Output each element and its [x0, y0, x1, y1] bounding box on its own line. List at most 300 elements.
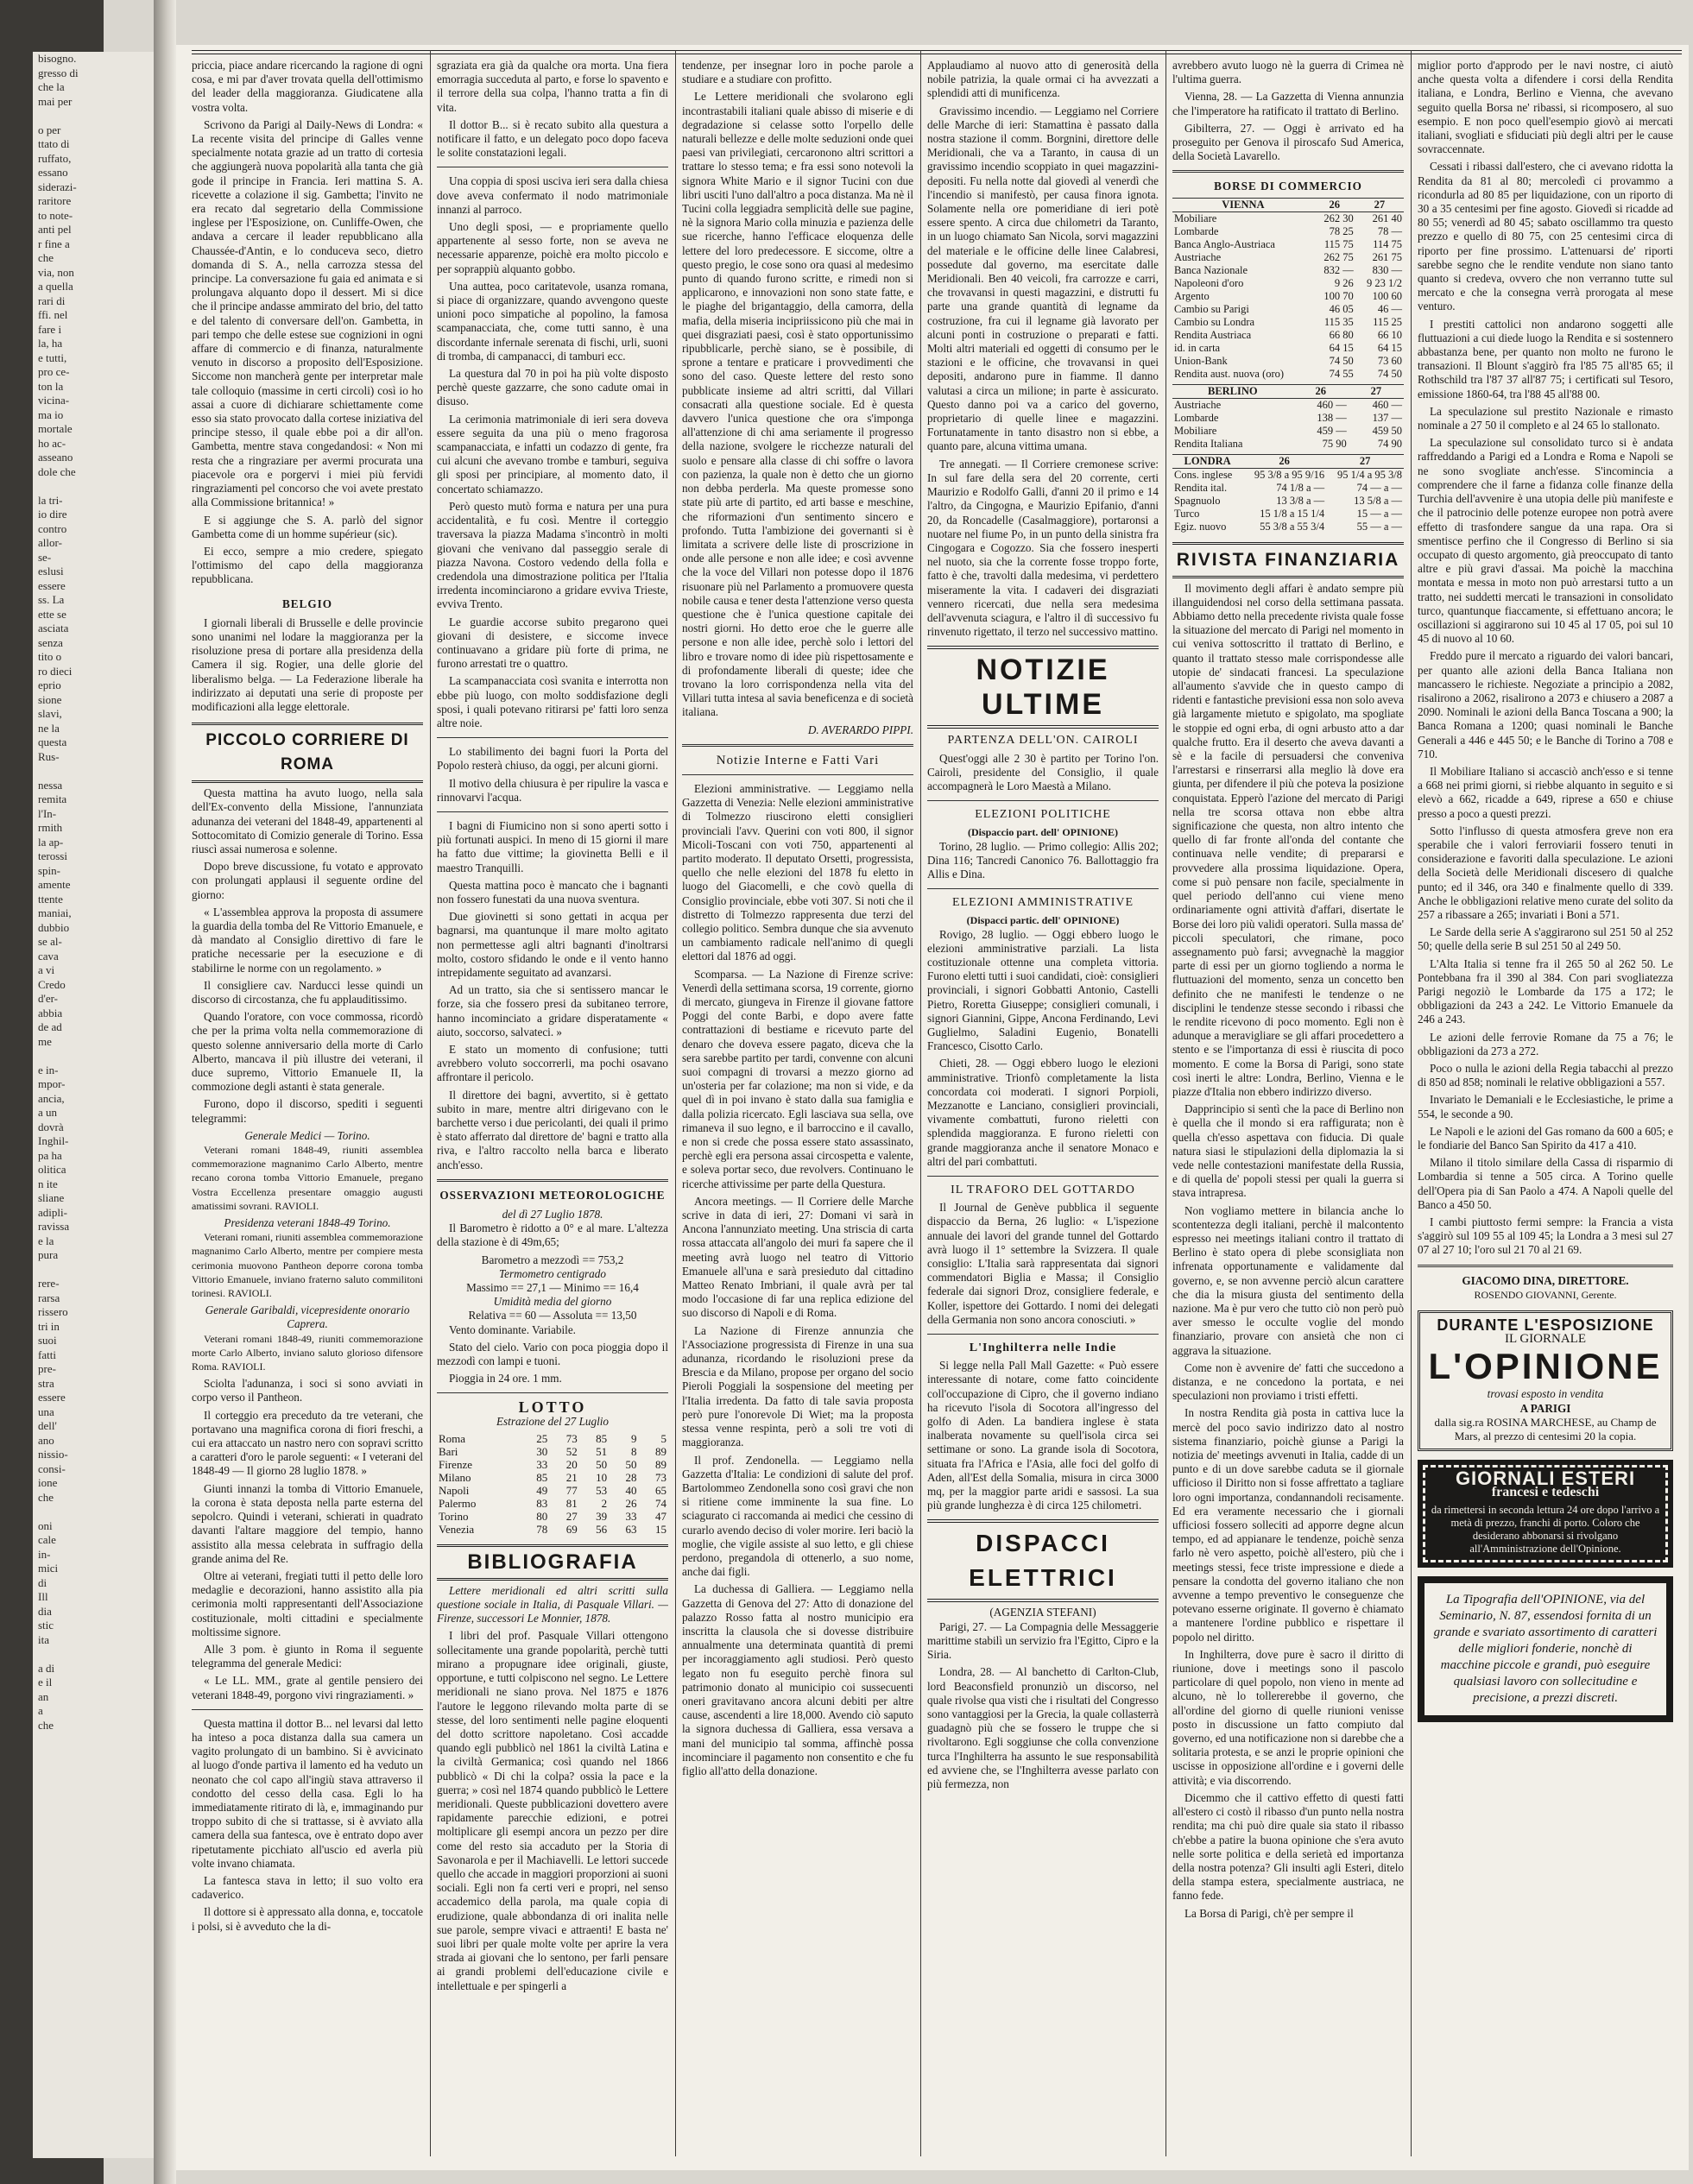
stock-row [1172, 303, 1404, 316]
previous-page-text: rari di [38, 294, 66, 307]
previous-page-text: fare i [38, 322, 62, 336]
stock-value: 74 50 [1377, 367, 1402, 380]
previous-page-text: suoi [38, 1334, 57, 1347]
paragraph: Una auttea, poco caritatevole, usanza romana, si piace di organizzare, quando avvengono queste unioni poco simpatiche al popolino, la famosa scampanacciata, che, come tutti sanno, è una discordante infernale serenata di fischi, urli, suoni di tromba, di campanacci, di tamburi ecc. [437, 279, 668, 363]
paragraph: Dapprincipio si sentì che la pace di Berlino non è quella che il mondo si era raffigurata; non è quella ch'esso aspettava con fiducia. Di quale natura siasi le stipulazioni della diplomazia la si vede nelle contestazioni manifestate della Russia, e di quella de' popoli stessi per quali la guerra si stava intrapresa. [1172, 1102, 1404, 1200]
stock-value: 73 60 [1377, 354, 1402, 367]
paragraph: Il Journal de Genève pubblica il seguente dispaccio da Berna, 26 luglio: « L'ispezione annuale dei lavori del grande tunnel del Gottardo avrà luogo il 1° settembre la Svizzera. Il quale consiglio: L'Italia sarà rappresentata dai signori commendatori Biglia e Massa; il Consiglio federale dai signori Droz, consigliere federale, e Koller, ispettore dei Gottardo. I nomi dei delegati della Germania non sono ancora conosciuti. » [927, 1201, 1159, 1326]
previous-page-text: ravissa [38, 1220, 70, 1233]
lotto-number: 74 [655, 1496, 666, 1510]
lotto-number: 73 [655, 1470, 666, 1484]
lotto-number: 10 [596, 1470, 608, 1484]
stock-value: 46 05 [1329, 302, 1354, 315]
stock-row [1172, 412, 1404, 425]
previous-page-text: che [38, 1490, 54, 1504]
stock-row [1172, 277, 1404, 290]
stock-value: 115 25 [1373, 315, 1402, 328]
lotto-number: 39 [596, 1509, 608, 1523]
page-gutter [154, 0, 176, 2184]
paragraph: Il dottor B... si è recato subito alla questura a notificare il fatto, e un delegato poco dopo faceva le solite constatazioni legali. [437, 117, 668, 160]
previous-page-text: questa [38, 735, 67, 748]
dispatch-source: (Dispaccio part. dell' OPINIONE) [968, 826, 1118, 839]
paragraph: Questa mattina il dottor B... nel levarsi dal letto ha inteso a poca distanza dalla sua camera un vagito prolungato di un bambino. Si è avvicinato al luogo d'onde partiva il lamento ed ha veduto un neonato che col capo all'ingiù stava attraverso il condotto del cesso della casa. Egli lo ha immediatamente ritirato di là, e, immaginando pur troppo subito di che si trattasse, si è avviato alla camera della sua fantesca, ove è entrato dopo aver ripetutamente picchiato all'uscio ed averla più volte invano chiamata. [192, 1716, 423, 1870]
lotto-number: 53 [596, 1483, 608, 1497]
lotto-heading: LOTTO [518, 1398, 587, 1417]
section-heading: BIBLIOGRAFIA [437, 1544, 668, 1581]
paragraph: priccia, piace andare ricercando la ragione di ogni cosa, e mi par d'aver trovata quella dell'ottimismo del leader della maggioranza. Giudicatene alla vostra volta. [192, 59, 423, 114]
stock-value: 459 50 [1372, 424, 1402, 437]
previous-page-text: d'er- [38, 992, 59, 1005]
previous-page-text: via, non [38, 265, 74, 279]
previous-page-text: raritore [38, 194, 72, 207]
lotto-number: 56 [596, 1522, 608, 1536]
previous-page-text: di [38, 1575, 47, 1589]
paragraph: Milano il titolo similare della Cassa di risparmio di Lombardia si tenne a 505 circa. A Torino quelle dell'Opera pia di San Paolo a 474. A Napoli quelle del Banco a 450 50. [1418, 1156, 1673, 1211]
paragraph: « L'assemblea approva la proposta di assumere la guardia della tomba del Re Vittorio Emanuele, e dà mandato al Consiglio direttivo di fare le pratiche necessarie per la esecuzione e di stabilirne le norme con un regolamento. » [192, 905, 423, 975]
previous-page-text: r fine a [38, 237, 70, 250]
lotto-number: 21 [565, 1470, 578, 1484]
previous-page-text: stic [38, 1619, 54, 1632]
column-5 [1172, 59, 1404, 2165]
paragraph: Sciolta l'adunanza, i soci si sono avviati in corpo verso il Pantheon. [192, 1377, 423, 1404]
previous-page-text: slavi, [38, 707, 62, 720]
paragraph: Oltre ai veterani, fregiati tutti il petto delle loro medaglie e decorazioni, hanno assistito alla pia cerimonia molti rappresentanti dell'Associazione costituzionale, molti cittadini e specialmente moltissime signore. [192, 1569, 423, 1638]
paragraph: Chieti, 28. — Oggi ebbero luogo le elezioni amministrative. Trionfò completamente la lista concordata coi moderati. I signori Porpioli, Mezzanotte e Lanciano, consiglieri provinciali, vivamente combattuti, furono rieletti con splendida maggioranza. E furono rieletti con grande maggioranza anche il senatore Monaco e altri del pari combattuti. [927, 1057, 1159, 1168]
stock-header-cell: 27 [1355, 198, 1404, 211]
lotto-city: Napoli [439, 1483, 470, 1497]
previous-page-text: a un [38, 1106, 58, 1119]
lotto-number: 47 [655, 1509, 666, 1523]
lotto-row [437, 1445, 668, 1458]
previous-page-text: pre- [38, 1362, 56, 1375]
stock-table-header [1172, 198, 1404, 211]
previous-page-text [38, 1647, 154, 1662]
previous-page-text [38, 1505, 154, 1519]
previous-page-text: che la [38, 80, 65, 93]
weather-line: Umidità media del giorno [493, 1295, 612, 1309]
paragraph: Lo stabilimento dei bagni fuori la Porta del Popolo resterà chiuso, da oggi, per alcuni giorni. [437, 745, 668, 773]
stock-value: 15 1/8 a 15 1/4 [1260, 507, 1325, 520]
ad-line: trovasi esposto in vendita [1487, 1387, 1604, 1401]
lotto-number: 20 [565, 1457, 578, 1471]
previous-page-text: rere- [38, 1277, 60, 1290]
divider [437, 1392, 668, 1393]
previous-page-text: ano [38, 1433, 54, 1447]
previous-page-text: dole che [38, 464, 76, 478]
stock-value: 95 1/4 a 95 3/8 [1337, 468, 1402, 481]
previous-page-text: dia [38, 1604, 52, 1618]
stock-row [1172, 482, 1404, 495]
dispatch-source: (Dispacci partic. dell' OPINIONE) [966, 914, 1120, 927]
paragraph: Quest'oggi alle 2 30 è partito per Torino l'on. Cairoli, presidente del Consiglio, il quale accompagnerà le Loro Maestà a Milano. [927, 751, 1159, 792]
previous-page-text: rmith [38, 821, 63, 834]
paragraph: Le Sarde della serie A s'aggirarono sul 251 50 al 252 50; quelle della serie B sul 251 50 al 249 50. [1418, 925, 1673, 953]
previous-page-text: pura [38, 1248, 59, 1261]
previous-page-text: e tutti, [38, 350, 67, 364]
stock-header-cell: 26 [1314, 198, 1355, 211]
paragraph: Alle 3 pom. è giunto in Roma il seguente telegramma del generale Medici: [192, 1642, 423, 1670]
previous-page-text: maniai, [38, 906, 72, 919]
lotto-number: 25 [536, 1431, 548, 1445]
previous-page-text: spin- [38, 863, 60, 877]
paragraph: Le Napoli e le azioni del Gas romano da 600 a 605; e le fondiarie del Banco San Spirito da 417 a 410. [1418, 1124, 1673, 1152]
previous-page-text: consi- [38, 1461, 66, 1475]
stock-value: 46 — [1377, 302, 1402, 315]
stock-value: 74 50 [1329, 354, 1354, 367]
paragraph: Non vogliamo mettere in bilancia anche lo scontentezza degli italiani, perchè il malcontento espresso nei meetings italiani contro il trattato di Berlino è stato opera di plebe sconsigliata non infrenata opportunamente e validamente dal governo, e, se non avvenne perciò alcun carattere che dia la misura giusta del sentimento della nazione. Ma è pur vero che tutto ciò non però può aver smesso le occulte voglie del mondo finanziario, provare con ansietà che non ci aggrava la situazione. [1172, 1203, 1404, 1357]
paragraph: Due giovinetti si sono gettati in acqua per bagnarsi, ma quantunque il mare molto agitato non permettesse agli altri bagnanti d'inoltrarsi molto, costoro sfidando le onde e il vento hanno intrepidamente seguitato ad avanzarsi. [437, 910, 668, 979]
previous-page-text: me [38, 1034, 52, 1048]
section-heading: DISPACCI ELETTRICI [927, 1519, 1159, 1602]
lotto-number: 40 [625, 1483, 637, 1497]
previous-page-text: olitica [38, 1163, 66, 1176]
lotto-number: 52 [565, 1444, 578, 1458]
previous-page-text: a vi [38, 963, 55, 976]
column-2 [437, 59, 668, 2165]
paragraph: La questura dal 70 in poi ha più volte disposto perchè queste gazzarre, che sono cadute omai in disuso. [437, 367, 668, 408]
previous-page-text: cale [38, 1533, 56, 1546]
previous-page-text: e il [38, 1676, 53, 1688]
paragraph: Si legge nella Pall Mall Gazette: « Può essere interessante di notare, come fatto coincidente coll'occupazione di Cipro, che il governo indiano ha ricevuto l'isola di Socotora all'ingresso del golfo di Aden. La bandiera inglese è stata inalberata novamente su quell'isola circa sei settimane or sono. La grande isola di Socotora, situata fra l'Africa e l'Asia, alle foci del golfo di Aden, all'Est della Somalia, misura in circa 3000 mq, per la maggior parte aridi e sassosi. La sua più grande lunghezza è di circa 125 chilometri. [927, 1359, 1159, 1512]
previous-page-text: asciata [38, 622, 69, 634]
previous-page-text: mici [38, 1562, 59, 1575]
previous-page-text [38, 764, 154, 779]
divider [927, 888, 1159, 889]
previous-page-text: siderazi- [38, 180, 77, 193]
paragraph: Freddo pure il mercato a riguardo dei valori bancari, per quanto alle azioni della Banca Italiana non mancassero le richieste. Negoziate a principio a 2082, risalirono a 2062, risalirono a 2073 e chiusero a 2087 a 2090. Nominali le azioni della Banca Toscana a 900; la Banca Romana a 1200; quasi nominali le Banche Generali a 446 e 445 50; e le Banche di Torino a 708 e 710. [1418, 649, 1673, 761]
stock-row [1172, 355, 1404, 368]
previous-page-text: ho ac- [38, 436, 66, 450]
news-item: Gravissimo incendio. — Leggiamo nel Corriere delle Marche di ieri: Stamattina è passato dalla nostra stazione il comm. Borgnini, direttore delle Meridionali, che va a Taranto, in causa di un gravissimo incendio scoppiato in quei magazzini-depositi. Fu nella notte dal giovedì al venerdì che l'incendio si manifestò, per causa finora ignota. Solamente nella ore pomeridiane di ieri potè essere spento. A circa due chilometri da Taranto, in un luogo chiamato San Nicola, sorvi magazzini del materiale e le officine delle linee Calabresi, possedute dal governo, ma esercitate dalle Meridionali. Ben 40 veicoli, fra carrozze e carri, che trovavansi in questi magazzini, e distrutti fu parte una grande quantità di legname da costruzione, fra cui il legname già lavorato per alcuni ponti in costruzione o preparati e fatti. Molti altri materiali ed oggetti di consumo per le stazioni e le officine, che trovavansi in quei depositi, andarono pure in fiamme. Il danno valutasi a circa un milione; in parte è assicurato. Questo danno poi va a carico del governo, proprietario di quelle linee e magazzini. Fortunatamente in tanto disastro non si ebbe, a quanto pare, alcuna vittima umana. [927, 104, 1159, 453]
lotto-number: 81 [565, 1496, 578, 1510]
ad-line: da rimettersi in seconda lettura 24 ore dopo l'arrivo a metà di prezzo, franchi di porto. Coloro che desiderano abbonarsi si rivolgano all'Amministrazione dell'Opinione. [1431, 1503, 1660, 1555]
column-4 [927, 59, 1159, 2165]
divider [682, 774, 913, 775]
lotto-city: Bari [439, 1444, 458, 1458]
previous-page-text: de ad [38, 1020, 62, 1033]
paragraph: tendenze, per insegnar loro in poche parole a studiare e a studiare con profitto. [682, 59, 913, 86]
divider [437, 1179, 668, 1182]
telegram-recipient: Generale Garibaldi, vicepresidente onorario Caprera. [205, 1303, 410, 1331]
previous-page-text: abbia [38, 1006, 63, 1019]
stock-row [1172, 521, 1404, 533]
stock-row [1172, 316, 1404, 329]
stock-row [1172, 438, 1404, 451]
stock-row [1172, 495, 1404, 508]
lotto-number: 5 [660, 1431, 666, 1445]
stock-row [1172, 468, 1404, 482]
ad-line: dalla sig.ra ROSINA MARCHESE, au Champ de Mars, al prezzo di centesimi 20 la copia. [1434, 1415, 1657, 1443]
divider [437, 811, 668, 812]
paragraph: Uno degli sposi, — e propriamente quello appartenente al sesso forte, non se aveva ne necessarie apparenze, poichè era molto piccolo e per soprappiù alquanto gobbo. [437, 220, 668, 275]
stock-row [1172, 368, 1404, 381]
stock-header-cell: 26 [1242, 454, 1326, 468]
paragraph: Il consigliere cav. Narducci lesse quindi un discorso di circostanza, che fu applauditissimo. [192, 978, 423, 1006]
divider [927, 800, 1159, 801]
weather-heading: OSSERVAZIONI METEOROLOGICHE [439, 1188, 666, 1202]
lotto-number: 69 [565, 1522, 578, 1536]
previous-page-text: amente [38, 878, 71, 891]
previous-page-text: rissero [38, 1305, 68, 1318]
stock-name: Cambio su Londra [1174, 315, 1255, 328]
stock-value: 100 70 [1323, 289, 1354, 302]
previous-page-text: se- [38, 550, 52, 564]
stock-value: 78 25 [1329, 224, 1354, 237]
lotto-number: 50 [596, 1457, 608, 1471]
stock-value: 13 3/8 a — [1276, 494, 1325, 507]
section-heading: RIVISTA FINANZIARIA [1172, 542, 1404, 578]
stock-value: 261 75 [1372, 250, 1402, 263]
stock-value: 9 23 1/2 [1367, 276, 1402, 289]
lotto-number: 77 [565, 1483, 578, 1497]
paragraph: La Borsa di Parigi, ch'è per sempre il [1184, 1906, 1354, 1920]
previous-page-text: fatti [38, 1348, 56, 1361]
stock-value: 64 15 [1329, 341, 1354, 354]
divider [1172, 170, 1404, 173]
paragraph: I cambi piuttosto fermi sempre: la Francia a vista s'aggirò sul 109 55 al 109 45; la Londra a 3 mesi sul 27 07 al 27 10; l'oro sul 21 70 al 21 69. [1418, 1215, 1673, 1257]
previous-page-text: ton la [38, 379, 64, 393]
previous-page-text: eslusi [38, 565, 64, 578]
previous-page-text: nissio- [38, 1448, 68, 1461]
paragraph: I prestiti cattolici non andarono soggetti alle fluttuazioni a cui diede luogo la Rendita e si sostennero abbastanza bene, per quanto non molto ne furono le transazioni. Il Blount s'aggirò fra l'85 75 all'85 65; il Rothschild tra l'87 37 all'87 75; i certificati sul Tesoro, emissione 1860-64, tra l'88 45 all'88 00. [1418, 317, 1673, 401]
ad-line: GIORNALI ESTERI [1455, 1468, 1636, 1490]
stock-table-header [1172, 454, 1404, 468]
lotto-number: 63 [625, 1522, 637, 1536]
stock-row [1172, 398, 1404, 412]
stock-name: Mobiliare [1174, 211, 1217, 224]
stock-value: 95 3/8 a 95 9/16 [1254, 468, 1325, 481]
stock-value: 13 5/8 a — [1354, 494, 1402, 507]
paragraph: Cessati i ribassi dall'estero, che ci avevano ridotta la Rendita da 81 al 80; mercoledì ci provammo a ricondurla ad 80 85 per liquidazione, con un riporto di 30 a 35 centesimi per fine agosto. Giovedì si ricadde ad 80 55; venerdì ad 80 45; sabato oscillammo tra questo prezzo e quello di 80 75, con 25 centesimi circa di riporto per fine prossimo. L'attenuarsi de' riporti sarebbe segno che le rendite vendute non siano tanto quanto si credeva, ovvero che non verranno tutte sul mercato e che la consegna verrà prorogata al mese venturo. [1418, 160, 1673, 313]
paragraph: Furono, dopo il discorso, spediti i seguenti telegrammi: [192, 1097, 423, 1125]
stock-value: 460 — [1372, 398, 1402, 411]
previous-page-text: ttato di [38, 137, 70, 150]
weather-line: Massimo == 27,1 — Minimo == 16,4 [466, 1281, 639, 1295]
stock-name: Austriache [1174, 398, 1222, 411]
lotto-table [437, 1432, 668, 1536]
previous-page-text: pa ha [38, 1148, 62, 1162]
lotto-number: 50 [625, 1457, 637, 1471]
stock-name: Rendita aust. nuova (oro) [1174, 367, 1285, 380]
stock-name: Rendita ital. [1174, 481, 1228, 494]
ad-line: A PARIGI [1519, 1401, 1571, 1415]
previous-page-text: eprio [38, 679, 61, 691]
stock-value: 459 — [1317, 424, 1347, 437]
stock-row [1172, 225, 1404, 238]
stock-value: 55 3/8 a 55 3/4 [1260, 520, 1325, 533]
column-rule [430, 50, 431, 2156]
telegram-text: Veterani romani 1848-49, riuniti assemblea commemorazione magnanimo Carlo Alberto, mentre recano corona tomba Vittorio Emanuele, pregano Vostra Eccellenza presentare omaggio augusti amatissimi sovrani. RAVIOLI. [192, 1144, 423, 1212]
subheading: ELEZIONI AMMINISTRATIVE [951, 896, 1134, 910]
previous-page-text: a [38, 1704, 43, 1717]
previous-page-text: ro dieci [38, 664, 73, 678]
paragraph: L'Alta Italia si tenne fra il 265 50 al 262 50. Le Pontebbana fra il 390 al 384. Con pari svogliatezza Parigi negoziò le Lombarde da 175 a 172; le obbligazioni da 243 a 242. Le Vittorio Emanuele da 246 a 243. [1418, 956, 1673, 1026]
paragraph: Ei ecco, sempre a mio credere, spiegato l'ottimismo del capo della maggioranza repubblicana. [192, 544, 423, 586]
previous-page-text: che [38, 1718, 54, 1732]
previous-page-text: ne la [38, 721, 60, 735]
stock-row [1172, 425, 1404, 438]
stock-value: 66 10 [1377, 328, 1402, 341]
subheading: IL TRAFORO DEL GOTTARDO [951, 1184, 1135, 1197]
lotto-row [437, 1432, 668, 1445]
stock-value: 138 — [1317, 411, 1347, 424]
section-heading: BELGIO [281, 596, 333, 610]
previous-page-text: rarsa [38, 1291, 60, 1304]
stock-name: Lombarde [1174, 224, 1219, 237]
news-item: Tre annegati. — Il Corriere cremonese scrive: In sul fare della sera del 20 corrente, certi Maurizio e Rodolfo Galli, d'anni 20 il primo e 14 l'altro, da Cingogna, e Maurizio Epifanio, d'anni 20, da Roncadelle (Casalmaggiore), portaronsi a nuotare nel fiume Po, in un punto della sinistra fra Cingogara e Cogozzo. Sia che fossero inesperti nel nuoto, sia che la corrente fosse troppo forte, fatto è che, travolti dalla medesima, vi perdettero miseramente la vita. I cadaveri dei disgraziati vennero ricercati, due nella sera medesima dell'avvenuta sciagura, e l'altro il dì successivo fu rinvenuto rigettato, il terzo nel successivo mattino. [927, 457, 1159, 639]
news-item: Scomparsa. — La Nazione di Firenze scrive: Venerdì della settimana scorsa, 19 corrente, giorno di mercato, giungeva in Firenze il giovane fattore Poggi del conte Barbi, e dopo avere fatte contrattazioni di bestiame e ricevuto parte del denaro che doveva essere pagato, diceva che la sera sarebbe partito per tardi, convenne con alcuni suoi compagni di trovarsi a mezzo giorno ad un'osteria per far colazione; ma non si vide, e da quel dì in poi invano è stato dalla sua famiglia e dalla polizia ricercato. Egli lasciava sua sella, ove rimaneva il suo legno, e il barroccino e il cavallo, e non si crede che possa essere stato assassinato, perchè egli era persona assai circospetta e valente, e soleva portar seco, due revolvers. Continuano le ricerche attivissime per parte della Questura. [682, 967, 913, 1190]
lotto-number: 28 [625, 1470, 637, 1484]
telegram-text: Veterani romani 1848-49, riuniti commemorazione morte Carlo Alberto, inviano saluto glorioso difensore Roma. RAVIOLI. [192, 1332, 423, 1373]
paragraph: La scampanacciata così svanita e interrotta non ebbe più luogo, con molto soddisfazione degli sposi, i quali potevano ritirarsi pe' fatti loro senza altre noie. [437, 674, 668, 729]
previous-page-text: ancia, [38, 1091, 65, 1105]
lotto-number: 89 [655, 1457, 666, 1471]
gerente-signature: ROSENDO GIOVANNI, Gerente. [1474, 1288, 1617, 1301]
lotto-date: Estrazione del 27 Luglio [496, 1414, 610, 1428]
stock-table-berlino [1172, 384, 1404, 451]
lotto-city: Torino [439, 1509, 469, 1523]
previous-page-text: mpor- [38, 1077, 66, 1090]
stock-row [1172, 264, 1404, 277]
previous-page-text: io dire [38, 508, 67, 521]
lotto-row [437, 1523, 668, 1536]
previous-page-text: nessa [38, 778, 63, 792]
weather-line: Vento dominante. Variabile. [449, 1322, 576, 1336]
advertisement-opinione-paris [1418, 1310, 1673, 1451]
stock-name: Cambio su Parigi [1174, 302, 1249, 315]
previous-page-text: terossi [38, 849, 67, 862]
paragraph: Poco o nulla le azioni della Regia tabacchi al prezzo di 850 ad 858; nominali le relative obbligazioni a 557. [1418, 1062, 1673, 1089]
lotto-number: 8 [631, 1444, 637, 1458]
paragraph: La fantesca stava in letto; il suo volto era cadaverico. [192, 1873, 423, 1902]
stock-name: Turco [1174, 507, 1200, 520]
paragraph: Invariato le Demaniali e le Ecclesiastiche, le prime a 554, le seconde a 90. [1418, 1093, 1673, 1120]
stock-name: Mobiliare [1174, 424, 1217, 437]
stock-value: 100 60 [1372, 289, 1402, 302]
director-signature: GIACOMO DINA, DIRETTORE. [1462, 1273, 1629, 1287]
column-3 [682, 59, 913, 2165]
paragraph: In Inghilterra, dove pure è sacro il diritto di riunione, dove i meetings sono il pascolo particolare di quel popolo, non vieno in mente ad alcuno, nè lo tollererebbe il governo, che all'ordine del giorno di quelle riunioni venisse posto in discussione un fatto compiuto dal governo, ed una notificazione non si darebbe che a solitaria protesta, e se anzi le proprie opinioni che uscisse in opposizione all'ordine e i governi delle attività; e via discorrendo. [1172, 1647, 1404, 1787]
previous-page-text: tri in [38, 1319, 60, 1333]
stock-header-cell: LONDRA [1172, 454, 1242, 468]
paragraph: I bagni di Fiumicino non si sono aperti sotto i più fortunati auspici. In meno di 15 giorni il mare ha fatto due vittime; la giovinetta Belli e il maestro Tranquilli. [437, 818, 668, 874]
lotto-number: 85 [596, 1431, 608, 1445]
stock-header-cell: BERLINO [1172, 384, 1293, 398]
stock-table-vienna [1172, 198, 1404, 381]
lotto-number: 73 [565, 1431, 578, 1445]
section-heading: BORSE DI COMMERCIO [1214, 180, 1362, 193]
previous-page-text: una [38, 1404, 54, 1418]
stock-row [1172, 290, 1404, 303]
paragraph: Applaudiamo al nuovo atto di generosità della nobile patrizia, la quale ormai ci ha avvezzati a splendidi atti di munificenza. [927, 59, 1159, 100]
stock-name: Rendita Italiana [1174, 437, 1243, 450]
lotto-city: Roma [439, 1431, 466, 1445]
stock-value: 74 55 [1329, 367, 1354, 380]
previous-page-text [38, 479, 154, 494]
previous-page-text: Rus- [38, 749, 60, 763]
divider [437, 737, 668, 738]
weather-date: del dì 27 Luglio 1878. [502, 1208, 603, 1221]
stock-table-header [1172, 384, 1404, 398]
dispatch-source: (AGENZIA STEFANI) [989, 1606, 1096, 1619]
news-item: La Nazione di Firenze annunzia che l'Associazione progressista di Firenze in una sua adunanza, ricordando le risoluzioni prese da Brescia e da Milano, propose per organo del socio Pieroli Poggiali la sospensione del meeting per l'Italia irredenta. Da fatto di tale savia proposta però pure l'onorevole Di Wiet; ma la proposta stessa venne respinta, però a soli tre voti di maggioranza. [682, 1323, 913, 1449]
lotto-number: 78 [536, 1522, 548, 1536]
stock-name: Napoleoni d'oro [1174, 276, 1244, 289]
paragraph: Il motivo della chiusura è per ripulire la vasca e rinnovarvi l'acqua. [437, 776, 668, 804]
stock-value: 115 35 [1323, 315, 1354, 328]
stock-value: 830 — [1372, 263, 1402, 276]
paragraph: Come non è avvenire de' fatti che succedono a distanza, e ne concedono la portata, e nei speculazioni non proviamo i tristi effetti. [1172, 1360, 1404, 1403]
paragraph: E stato un momento di confusione; tutti avrebbero voluto soccorrerli, ma pochi osavano affrontare il pericolo. [437, 1043, 668, 1084]
previous-page-text: la tri- [38, 493, 63, 507]
stock-name: Egiz. nuovo [1174, 520, 1227, 533]
ad-text: La Tipografia dell'OPINIONE, via del Seminario, N. 87, essendosi fornita di un grande e svariato assortimento di caratteri delle migliori fonderie, nonchè di macchine piccole e grandi, può eseguire qualsiasi lavoro con sollecitudine e precisione, a prezzi discreti. [1433, 1592, 1658, 1705]
previous-page-text: gresso di [38, 66, 79, 79]
paragraph: In nostra Rendita già posta in cattiva luce la mercè del poco savio indirizzo dato al nostro sistema finanziario, poichè giunse a Parigi la notizia de' meetings avvenuti in Italia, cadde di un punto e di un dove sarebbe caduta se il giornale ufficioso il Diritto non si fosse affrettato a tagliare loro ogni importanza, condannandoli recisamente. Ed era veramente necessario che i giornali ufficiosi fossero solleciti ad apporre degne alcun tempo, ed ad appianare le tendenze, poichè senza farlo nè vero aspetto, poichè all'estero, più che i meetings stessi, fece triste impressione e diede a pensare la condotta del governo italiano che non avvenne a tempo preventivo le conseguenze che potevano esserne originate. Il governo è chiamato a mantenere l'ordine pubblico e rispettare il popolo nel diritto. [1172, 1406, 1404, 1644]
previous-page-text: e la [38, 1234, 54, 1247]
paragraph: Questa mattina poco è mancato che i bagnanti non fossero funestati da una nuova sventura. [437, 878, 668, 906]
weather-line: Termometro centigrado [499, 1266, 606, 1280]
previous-page-text: an [38, 1689, 49, 1703]
paragraph: miglior porto d'approdo per le navi nostre, ci aiutò anche questa volta a difendere i corsi della Rendita italiana, e Londra, Berlino e Vienna, che avevano seguito quella Borsa ne' ribassi, si ricomposero, al suo esempio. E non poco quell'esempio giovò ai mercati italiani, svogliati e sfiduciati più degli altri per le cause sovraccennate. [1418, 59, 1673, 156]
lotto-number: 65 [655, 1483, 666, 1497]
previous-page-text: vicina- [38, 394, 70, 407]
paragraph: La speculazione sul consolidato turco si è andata raffreddando a Parigi ed a Londra e Roma e Napoli se ne sono svogliate anch'esse. S'incomincia a comprendere che il farne a fidanza colle finanze della Turchia dell'avvenire è una utopia delle più manifeste e che il patrocinio delle potenze europee non potrà avere effetto di trasfondere sangue da una rapa. Ora si smentisce perfino che il Congresso di Berlino si sia occupato di questo argomento, già preoccupato di tanto altre e più gravi d'assai. Ma poichè la macchina montata e messa in moto non può arrestarsi tutto a un tratto, nei suddetti mercati le transazioni in consolidato turco, quantunque fiaccamente, si effettuano ancora; le oscillazioni si aggirarono sui 10 45 al 17 05, poi sul 10 45 di nuovo al 10 60. [1418, 436, 1673, 646]
previous-page-text: che [38, 251, 54, 264]
previous-page-text: a quella [38, 280, 73, 293]
stock-value: 9 26 [1334, 276, 1354, 289]
weather-line: Il Barometro è ridotto a 0° e al mare. L'altezza della stazione è di 49m,65; [437, 1221, 668, 1249]
ad-title: L'OPINIONE [1428, 1346, 1663, 1387]
previous-page-text [38, 1263, 154, 1278]
stock-value: 15 — a — [1356, 507, 1402, 520]
previous-page-text: dovrà [38, 1120, 64, 1133]
stock-row [1172, 238, 1404, 251]
lotto-number: 49 [536, 1483, 548, 1497]
stock-value: 262 30 [1323, 211, 1354, 224]
previous-page-fragment [33, 52, 154, 2158]
stock-value: 832 — [1323, 263, 1354, 276]
paragraph: Ad un tratto, sia che si sentissero mancar le forze, sia che fossero presi da subitaneo terrore, hanno incominciato a gridare disperatamente « aiuto, soccorso, salvateci. » [437, 983, 668, 1038]
stock-value: 74 — a — [1356, 481, 1402, 494]
masthead-rule [192, 50, 1682, 54]
paragraph: Il dottore si è appressato alla donna, e, toccatole i polsi, si è avveduto che la di- [192, 1905, 423, 1933]
stock-name: Spagnuolo [1174, 494, 1221, 507]
stock-name: Banca Nazionale [1174, 263, 1248, 276]
paragraph: Gibilterra, 27. — Oggi è arrivato ed ha proseguito per Genova il piroscafo Sud America, della Società Lavarello. [1172, 121, 1404, 163]
stock-value: 137 — [1372, 411, 1402, 424]
divider [927, 1334, 1159, 1335]
stock-table-londra [1172, 454, 1404, 533]
previous-page-text: sione [38, 692, 62, 706]
divider [682, 744, 913, 747]
previous-page-text: oni [38, 1518, 53, 1532]
paragraph: Torino, 28 luglio. — Primo collegio: Allis 202; Dina 116; Tancredi Canonico 76. Ballottaggio fra Allis e Dina. [927, 839, 1159, 881]
lotto-city: Venezia [439, 1522, 475, 1536]
divider [927, 1176, 1159, 1177]
stock-value: 78 — [1377, 224, 1402, 237]
paragraph: Le Lettere meridionali che svolarono egli incontrastabili italiani quale abisso di miserie e di degradazione si celasse sotto l'orpello delle naturali bellezze e delle molte seduzioni onde quei paesi van privilegiati, cercaronono altri scrittori a trattare lo stesso tema; e fra essi sono notevoli la signora White Mario e il signor Tucini con due libri usciti l'uno dall'altro a poca distanza. Ma nè il Tucini colla leggiadra semplicità delle sue pagine, nè la signora Mario colla minuzia e pazienza delle sue ricerche, hanno l'efficace eloquenza delle lettere del loro predecessore. E siccome, oltre a questo pregio, le cose sono ora quasi al medesimo punto di quando furono scritte, e rimedi non si applicarono, e innovazioni non sono state fatte, e le piaghe del brigantaggio, della camorra, della mafia, della miseria incipriissicono più che mai in quei disgraziati paesi, così è stato opportunissimo ripubblicarle, perchè siano, se è possibile, di sprone a tentare e praticare i provvedimenti che sono del caso. Queste lettere del resto sono pubblicate insieme ad altri scritti, dal Villari consacrati alla questione sociale. Ed è questa davvero l'unica questione che ora s'imponga all'attenzione di chi ama seriamente il progresso della nazione, svolgere le ricchezze naturali del suolo e pensare alla classe di chi soffre o lavora con pazienza, la quale non è detto che un giorno non debba perderla. Ma queste promesse sono state più arte di partito, ed arti basse e meschine, che riformazioni d'un sentimento sincero e profondo. Tutta l'ambizione dei governanti si è limitata a scrivere delle liste di proscrizione in onde alle persone e non alle idee; e così avvenne che la voce del Villari non potesse dopo il 1876 risuonare più nel Parlamento a promuovere questa nobile causa e tener desta l'attenzione verso questa questione che è l'unica questione capitale dei nostri giorni. Ho detto eroe che le guerre alle persone e non alle idee, perchè solo i lettori del libro e trovare nomo di idee più rispettosamente e di profondamente liberali di queste; idee che trovano la loro corrispondenza nella vita del Villari tutta intesa al savia beneficenza e di società italiana. [682, 90, 913, 719]
advertisement-foreign-papers [1418, 1460, 1673, 1567]
lotto-row [437, 1458, 668, 1471]
previous-page-text: in- [38, 1547, 51, 1561]
lotto-number: 2 [601, 1496, 608, 1510]
column-rule [675, 50, 676, 2156]
previous-page-text: ss. La [38, 593, 65, 606]
stock-name: Banca Anglo-Austriaca [1174, 237, 1275, 250]
paragraph: Il direttore dei bagni, avvertito, si è gettato subito in mare, mentre altri dirigevano con le barchette verso i due pericolanti, dei quali il primo è stato afferrato dal direttore de' bagni e tratto alla riva, e l'altro raccolto nella barca e liberato anch'esso. [437, 1088, 668, 1171]
previous-page-text: dubbio [38, 920, 70, 934]
